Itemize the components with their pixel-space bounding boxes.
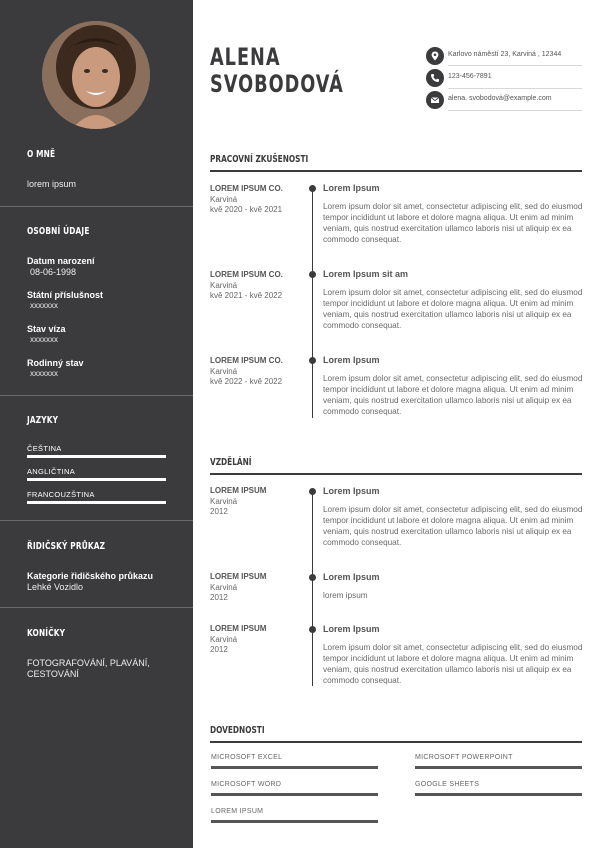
personal-label-visa: Stav víza	[27, 324, 66, 334]
education-city: Karviná	[210, 582, 238, 592]
education-org: LOREM IPSUM	[210, 486, 267, 495]
education-description: Lorem ipsum dolor sit amet, consectetur adipiscing elit, sed do eiusmod tempor incididunt ut labore et dolore magna aliqua. Ut enim ad minim veniam, quis nostrud exercitation ullamco laboris nisi ut aliquip ex ea commodo consequat.	[323, 643, 583, 685]
education-entry-2-meta	[210, 572, 305, 604]
languages-title: JAZYKY	[27, 415, 59, 426]
experience-city: Karviná	[210, 280, 238, 290]
personal-value-birthdate: 08-06-1998	[30, 267, 77, 277]
skill-label: MICROSOFT EXCEL	[211, 754, 283, 761]
divider	[0, 206, 193, 207]
skill-label: LOREM IPSUM	[211, 808, 264, 815]
timeline-dot	[309, 185, 316, 192]
experience-description: Lorem ipsum dolor sit amet, consectetur adipiscing elit, sed do eiusmod tempor incididunt ut labore et dolore magna aliqua. Ut enim ad minim veniam, quis nostrud exercitation ullamco laboris nisi ut aliquip ex ea commodo consequat.	[323, 202, 583, 244]
experience-dates: kvě 2022 - kvě 2022	[210, 377, 283, 386]
education-title-entry: Lorem Ipsum	[323, 624, 380, 634]
personal-label-nationality: Státní příslušnost	[27, 290, 104, 300]
envelope-icon	[426, 91, 444, 109]
license-title: ŘIDIČSKÝ PRŮKAZ	[27, 541, 106, 552]
experience-description: Lorem ipsum dolor sit amet, consectetur adipiscing elit, sed do eiusmod tempor incididunt ut labore et dolore magna aliqua. Ut enim ad minim veniam, quis nostrud exercitation ullamco laboris nisi ut aliquip ex ea commodo consequat.	[323, 374, 583, 416]
language-french-bar	[27, 501, 166, 504]
experience-entry-1-meta	[210, 184, 305, 216]
profile-photo	[42, 21, 150, 129]
skill-label: MICROSOFT POWERPOINT	[415, 754, 513, 761]
personal-title: OSOBNÍ ÚDAJE	[27, 226, 90, 237]
education-timeline	[312, 491, 313, 686]
experience-title: PRACOVNÍ ZKUŠENOSTI	[210, 154, 309, 165]
experience-entry-2-meta	[210, 270, 305, 302]
skills-title: DOVEDNOSTI	[210, 725, 265, 736]
license-value: Lehké Vozidlo	[27, 582, 84, 592]
experience-description: Lorem ipsum dolor sit amet, consectetur adipiscing elit, sed do eiusmod tempor incididunt ut labore et dolore magna aliqua. Ut enim ad minim veniam, quis nostrud exercitation ullamco laboris nisi ut aliquip ex ea commodo consequat.	[323, 288, 583, 330]
language-czech-bar	[27, 455, 166, 458]
language-english-label: ANGLIČTINA	[27, 467, 76, 476]
personal-label-marital: Rodinný stav	[27, 358, 84, 368]
contact-divider	[448, 65, 582, 66]
education-dates: 2012	[210, 645, 228, 654]
phone-icon	[426, 69, 444, 87]
experience-dates: kvě 2021 - kvě 2022	[210, 291, 283, 300]
skill-label: MICROSOFT WORD	[211, 781, 282, 788]
timeline-dot	[309, 626, 316, 633]
education-org: LOREM IPSUM	[210, 572, 267, 581]
education-title-entry: Lorem Ipsum	[323, 572, 380, 582]
timeline-dot	[309, 574, 316, 581]
divider	[0, 395, 193, 396]
experience-timeline	[312, 188, 313, 418]
contact-address	[426, 47, 582, 67]
sidebar	[0, 0, 193, 848]
contact-email	[426, 91, 582, 111]
about-text: lorem ipsum	[27, 179, 77, 189]
experience-role: Lorem Ipsum	[323, 355, 380, 365]
experience-dates: kvě 2020 - kvě 2021	[210, 205, 283, 214]
education-dates: 2012	[210, 507, 228, 516]
experience-org: LOREM IPSUM CO.	[210, 356, 283, 365]
hobbies-text-line1: FOTOGRAFOVÁNÍ, PLAVÁNÍ,	[27, 658, 150, 668]
candidate-first-name: ALENA	[210, 43, 281, 71]
address-text: Karlovo náměstí 23, Karviná , 12344	[448, 51, 562, 58]
candidate-last-name: SVOBODOVÁ	[210, 70, 344, 98]
contact-divider	[448, 88, 582, 89]
divider	[0, 520, 193, 521]
phone-text: 123-456-7891	[448, 73, 492, 80]
personal-value-visa: xxxxxxx	[30, 335, 58, 344]
experience-org: LOREM IPSUM CO.	[210, 270, 283, 279]
timeline-dot	[309, 488, 316, 495]
education-entry-3-meta	[210, 624, 305, 656]
education-city: Karviná	[210, 496, 238, 506]
email-text: alena. svobodová@example.com	[448, 95, 552, 102]
education-title: VZDĚLÁNÍ	[210, 457, 252, 468]
education-org: LOREM IPSUM	[210, 624, 267, 633]
education-city: Karviná	[210, 634, 238, 644]
experience-city: Karviná	[210, 366, 238, 376]
skill-bar	[211, 793, 378, 796]
language-czech-label: ČEŠTINA	[27, 444, 62, 453]
language-french-label: FRANCOUZŠTINA	[27, 490, 95, 499]
about-title: O MNĚ	[27, 149, 56, 160]
experience-city: Karviná	[210, 194, 238, 204]
candidate-name	[210, 44, 344, 98]
experience-role: Lorem Ipsum	[323, 183, 380, 193]
personal-label-birthdate: Datum narození	[27, 256, 95, 266]
education-rule	[210, 473, 582, 475]
education-description: lorem ipsum	[323, 591, 368, 600]
hobbies-text-line2: CESTOVÁNÍ	[27, 669, 79, 679]
experience-org: LOREM IPSUM CO.	[210, 184, 283, 193]
education-title-entry: Lorem Ipsum	[323, 486, 380, 496]
skill-bar	[211, 820, 378, 823]
education-entry-1-meta	[210, 486, 305, 518]
skill-bar	[211, 766, 378, 769]
education-dates: 2012	[210, 593, 228, 602]
divider	[0, 607, 193, 608]
timeline-dot	[309, 357, 316, 364]
education-description: Lorem ipsum dolor sit amet, consectetur adipiscing elit, sed do eiusmod tempor incididunt ut labore et dolore magna aliqua. Ut enim ad minim veniam, quis nostrud exercitation ullamco laboris nisi ut aliquip ex ea commodo consequat.	[323, 505, 583, 547]
license-label: Kategorie řidičského průkazu	[27, 571, 154, 581]
skill-bar	[415, 766, 582, 769]
contact-divider	[448, 110, 582, 111]
hobbies-title: KONÍČKY	[27, 628, 66, 639]
experience-rule	[210, 170, 582, 172]
personal-value-nationality: xxxxxxx	[30, 301, 58, 310]
skill-label: GOOGLE SHEETS	[415, 781, 480, 788]
skill-bar	[415, 793, 582, 796]
experience-role: Lorem Ipsum sit am	[323, 269, 409, 279]
skills-rule	[210, 741, 582, 743]
experience-entry-3-meta	[210, 356, 305, 388]
map-pin-icon	[426, 47, 444, 65]
timeline-dot	[309, 271, 316, 278]
personal-value-marital: xxxxxxx	[30, 369, 58, 378]
contact-phone	[426, 69, 582, 89]
language-english-bar	[27, 478, 166, 481]
